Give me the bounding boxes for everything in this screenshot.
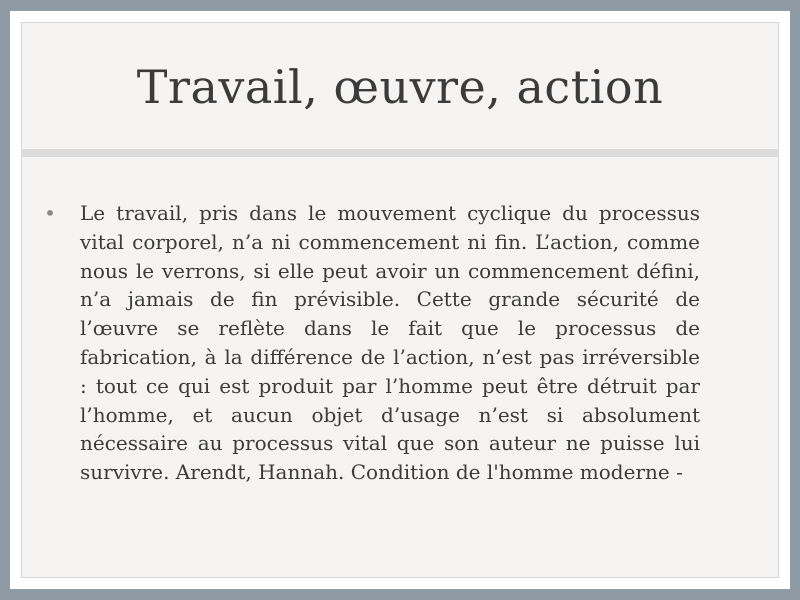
bullet-text: Le travail, pris dans le mouvement cyclique du processus vital corporel, n’a ni commencement ni fin. L’action, comme nous le verrons, si elle peut avoir un commencement défini, n’a jamais de fin prévisible. Cette grande sécurité de l’œuvre se reflète dans le fait que le processus de fabrication, à la différence de l’action, n’est pas irréversible : tout ce qui est produit par l’homme peut être détruit par l’homme, et aucun objet d’usage n’est si absolument nécessaire au processus vital que son auteur ne puisse lui survivre. Arendt, Hannah. Condition de l'homme moderne - [80, 201, 700, 485]
slide-title: Travail, œuvre, action [136, 60, 664, 114]
slide [22, 23, 778, 577]
bullet-list [44, 199, 700, 487]
slide-frame [10, 11, 790, 589]
bullet-item [44, 199, 700, 487]
title-area [22, 23, 778, 149]
title-divider [22, 149, 778, 157]
bullet-marker: • [44, 201, 56, 225]
